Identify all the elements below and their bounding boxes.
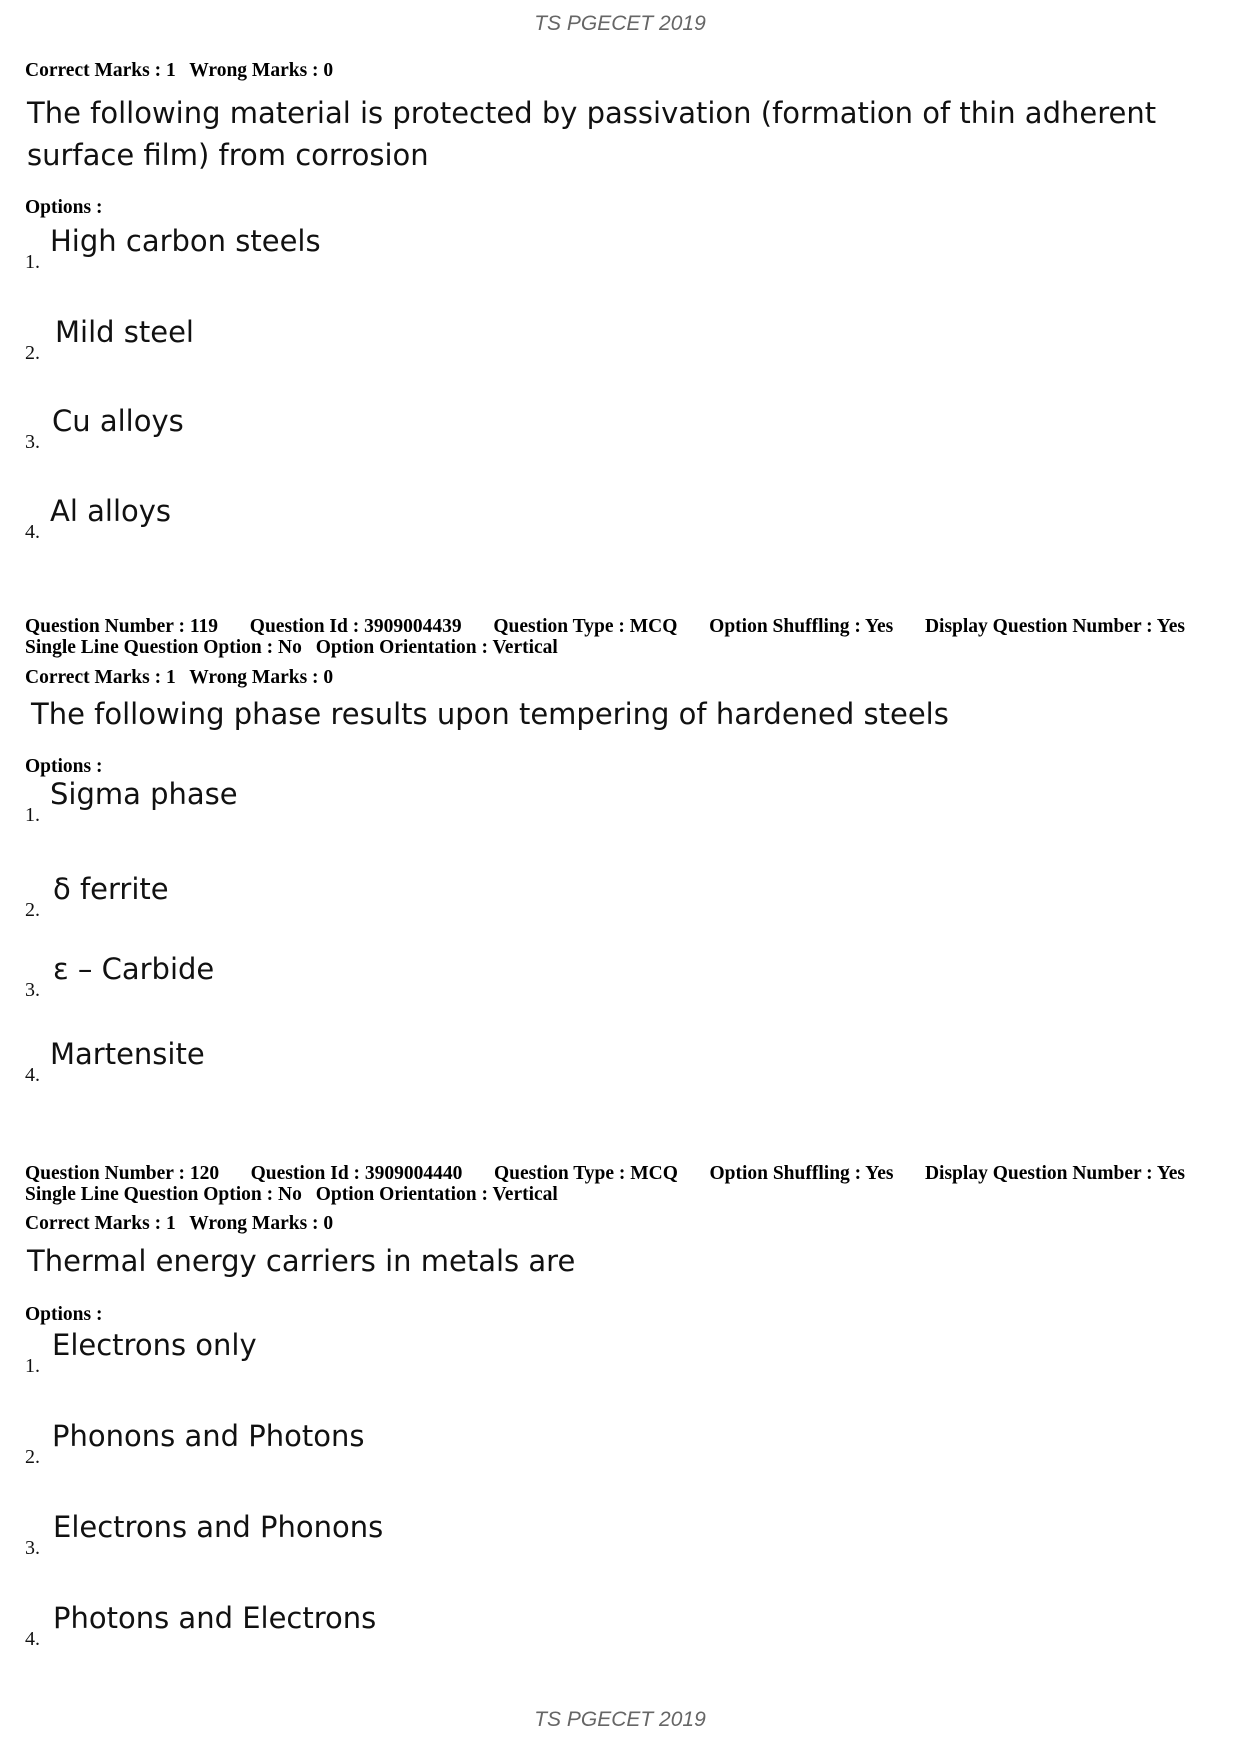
question-text: The following material is protected by passivation (formation of thin adherent surface film) from corrosion [27,96,1157,172]
option-text: Mild steel [55,315,194,349]
option-number: 4. [25,1628,40,1650]
option-number: 1. [25,251,40,273]
question-meta [25,1163,1215,1205]
question-number: Question Number : 120 [25,1163,220,1184]
wrong-marks: Wrong Marks : 0 [189,60,334,81]
option-2[interactable] [25,1419,725,1469]
wrong-marks: Wrong Marks : 0 [189,667,334,688]
option-1[interactable] [25,1328,725,1378]
single-line-option: Single Line Question Option : No [25,1184,302,1205]
option-number: 3. [25,1537,40,1559]
single-line-option: Single Line Question Option : No [25,637,302,658]
options-label: Options : [25,756,103,777]
marks-line [25,60,342,81]
option-shuffling: Option Shuffling : Yes [709,1163,894,1184]
option-number: 2. [25,899,40,921]
option-number: 4. [25,1064,40,1086]
display-question-number: Display Question Number : Yes [924,616,1185,637]
page-header: TS PGECET 2019 [534,12,706,35]
question-meta [25,616,1215,658]
option-number: 1. [25,804,40,826]
option-1[interactable] [25,224,725,274]
marks-line [25,667,342,688]
option-text: Electrons and Phonons [53,1510,384,1544]
option-4[interactable] [25,494,725,544]
question-text: The following phase results upon tempering of hardened steels [31,697,949,731]
question-type: Question Type : MCQ [493,1163,678,1184]
option-1[interactable] [25,777,725,827]
option-text: Photons and Electrons [53,1601,377,1635]
option-text: Al alloys [50,494,172,528]
marks-line [25,1213,342,1234]
option-number: 3. [25,431,40,453]
option-text: Electrons only [52,1328,257,1362]
option-text: Cu alloys [52,404,184,438]
display-question-number: Display Question Number : Yes [924,1163,1185,1184]
wrong-marks: Wrong Marks : 0 [189,1213,334,1234]
option-number: 1. [25,1355,40,1377]
correct-marks: Correct Marks : 1 [25,667,176,688]
option-text: Sigma phase [50,777,238,811]
option-text: ε – Carbide [53,952,215,986]
option-number: 4. [25,521,40,543]
option-2[interactable] [25,872,725,922]
question-text: Thermal energy carriers in metals are [27,1244,576,1278]
option-number: 2. [25,1446,40,1468]
option-3[interactable] [25,952,725,1002]
option-4[interactable] [25,1037,725,1087]
page-footer: TS PGECET 2019 [534,1708,706,1731]
correct-marks: Correct Marks : 1 [25,1213,176,1234]
option-3[interactable] [25,404,725,454]
options-label: Options : [25,197,103,218]
option-text: δ ferrite [53,872,169,906]
question-id: Question Id : 3909004439 [249,616,462,637]
options-label: Options : [25,1304,103,1325]
question-id: Question Id : 3909004440 [250,1163,463,1184]
question-number: Question Number : 119 [25,616,219,637]
question-type: Question Type : MCQ [493,616,678,637]
option-orientation: Option Orientation : Vertical [315,1184,558,1205]
option-orientation: Option Orientation : Vertical [315,637,558,658]
option-shuffling: Option Shuffling : Yes [709,616,894,637]
option-text: High carbon steels [50,224,321,258]
option-text: Martensite [50,1037,205,1071]
option-number: 3. [25,979,40,1001]
correct-marks: Correct Marks : 1 [25,60,176,81]
option-2[interactable] [25,315,725,365]
option-3[interactable] [25,1510,725,1560]
option-number: 2. [25,342,40,364]
option-4[interactable] [25,1601,725,1651]
option-text: Phonons and Photons [52,1419,365,1453]
